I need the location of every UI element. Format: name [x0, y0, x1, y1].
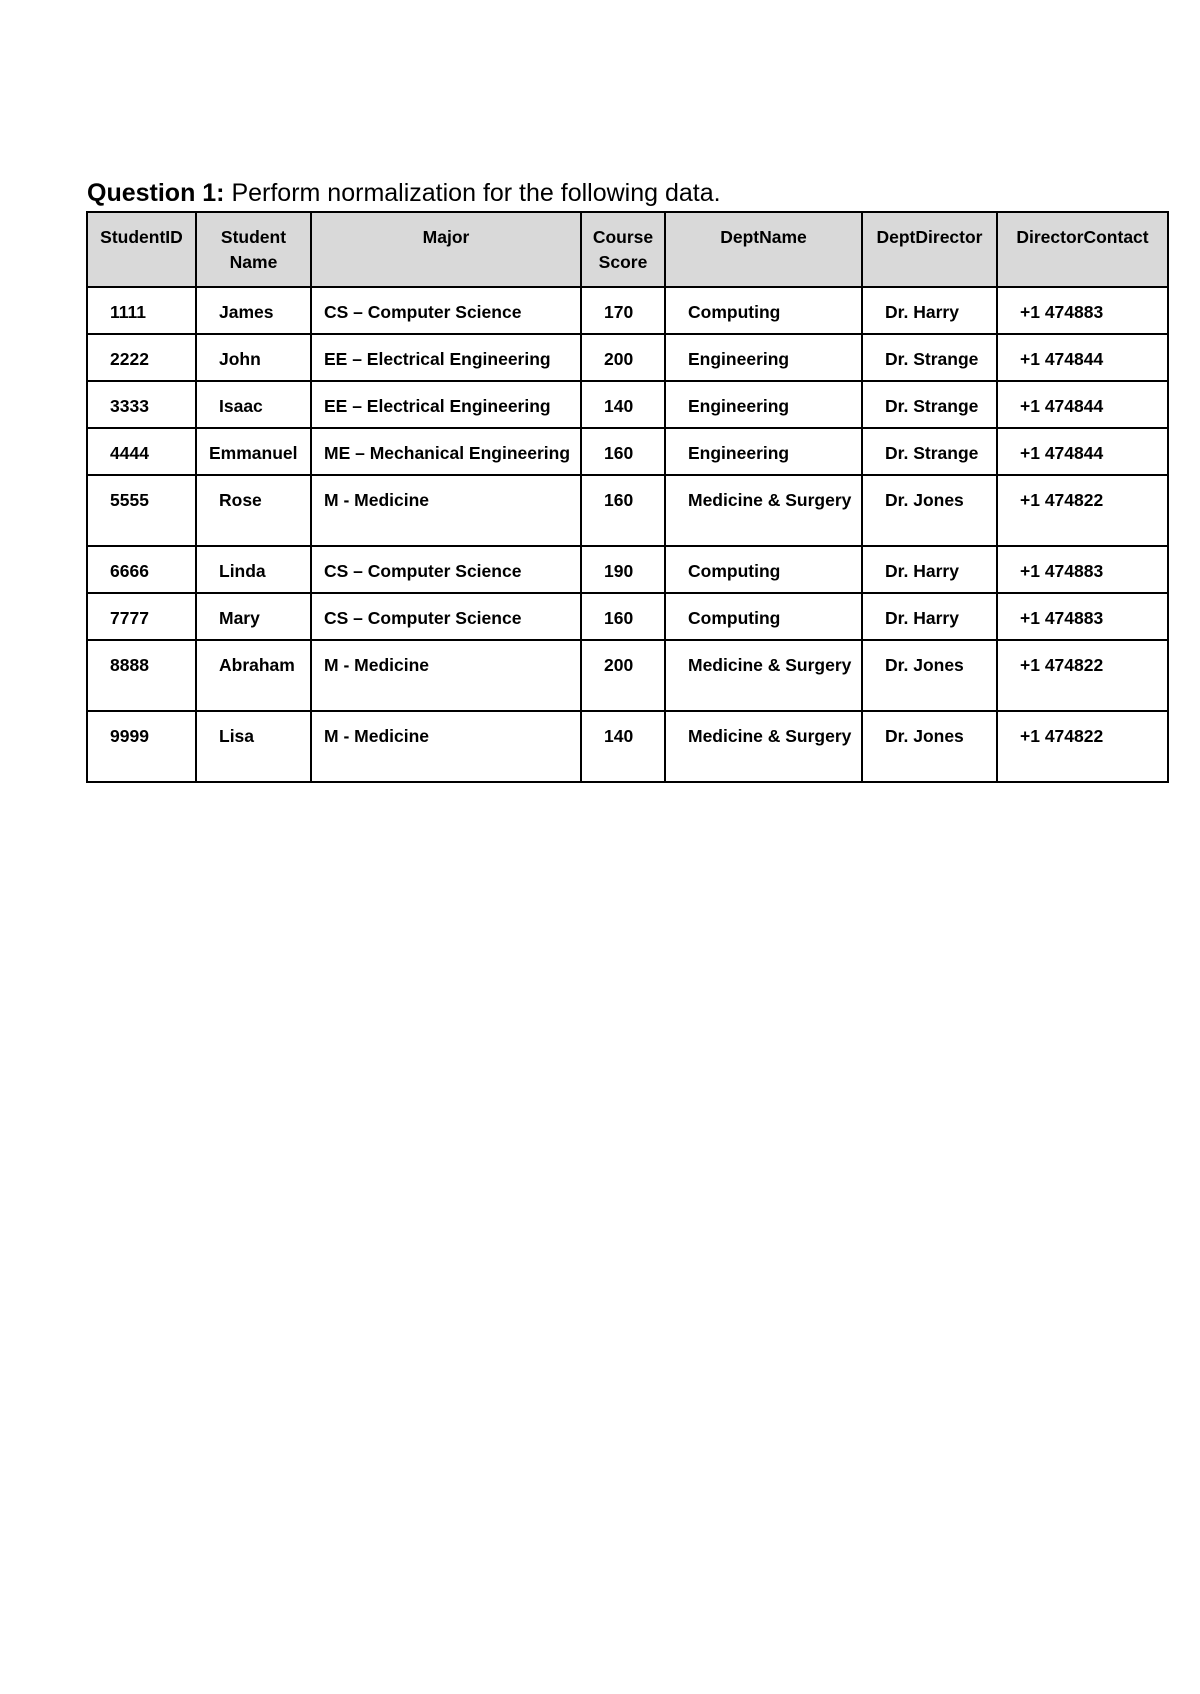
cell-dept-name: Medicine & Surgery	[665, 711, 862, 782]
table-row	[87, 640, 1168, 711]
cell-dept-director: Dr. Harry	[862, 287, 997, 334]
header-major: Major	[311, 212, 581, 287]
cell-dept-director: Dr. Strange	[862, 334, 997, 381]
cell-dept-director: Dr. Jones	[862, 711, 997, 782]
cell-student-id: 6666	[87, 546, 196, 593]
cell-dept-director: Dr. Strange	[862, 428, 997, 475]
table-row	[87, 475, 1168, 546]
cell-dept-name: Computing	[665, 287, 862, 334]
cell-course-score: 190	[581, 546, 665, 593]
cell-dept-director: Dr. Harry	[862, 593, 997, 640]
cell-director-contact: +1 474844	[997, 381, 1168, 428]
cell-dept-name: Computing	[665, 546, 862, 593]
table-row	[87, 381, 1168, 428]
cell-major: CS – Computer Science	[311, 287, 581, 334]
student-data-table	[86, 211, 1169, 783]
header-course-score: Course Score	[581, 212, 665, 287]
cell-dept-name: Medicine & Surgery	[665, 640, 862, 711]
cell-dept-name: Engineering	[665, 334, 862, 381]
cell-major: M - Medicine	[311, 475, 581, 546]
cell-course-score: 160	[581, 475, 665, 546]
cell-dept-name: Engineering	[665, 381, 862, 428]
cell-course-score: 200	[581, 640, 665, 711]
cell-student-id: 9999	[87, 711, 196, 782]
cell-major: CS – Computer Science	[311, 593, 581, 640]
table-row	[87, 546, 1168, 593]
cell-student-id: 7777	[87, 593, 196, 640]
table-row	[87, 428, 1168, 475]
header-dept-director: DeptDirector	[862, 212, 997, 287]
header-dept-name: DeptName	[665, 212, 862, 287]
cell-student-name: Abraham	[196, 640, 311, 711]
header-student-id: StudentID	[87, 212, 196, 287]
cell-course-score: 140	[581, 381, 665, 428]
cell-director-contact: +1 474883	[997, 593, 1168, 640]
cell-student-name: James	[196, 287, 311, 334]
question-text: Perform normalization for the following data.	[224, 179, 721, 207]
cell-major: CS – Computer Science	[311, 546, 581, 593]
cell-student-id: 1111	[87, 287, 196, 334]
cell-director-contact: +1 474883	[997, 287, 1168, 334]
cell-major: M - Medicine	[311, 711, 581, 782]
cell-student-id: 3333	[87, 381, 196, 428]
table-row	[87, 593, 1168, 640]
cell-student-id: 8888	[87, 640, 196, 711]
cell-director-contact: +1 474822	[997, 640, 1168, 711]
cell-major: ME – Mechanical Engineering	[311, 428, 581, 475]
cell-director-contact: +1 474822	[997, 711, 1168, 782]
cell-student-name: John	[196, 334, 311, 381]
header-director-contact: DirectorContact	[997, 212, 1168, 287]
cell-major: EE – Electrical Engineering	[311, 381, 581, 428]
cell-dept-name: Medicine & Surgery	[665, 475, 862, 546]
table-row	[87, 334, 1168, 381]
question-heading	[87, 176, 721, 210]
cell-course-score: 140	[581, 711, 665, 782]
cell-director-contact: +1 474822	[997, 475, 1168, 546]
cell-student-name: Linda	[196, 546, 311, 593]
cell-dept-director: Dr. Strange	[862, 381, 997, 428]
cell-dept-name: Engineering	[665, 428, 862, 475]
cell-student-name: Isaac	[196, 381, 311, 428]
table-row	[87, 711, 1168, 782]
cell-major: EE – Electrical Engineering	[311, 334, 581, 381]
cell-director-contact: +1 474844	[997, 334, 1168, 381]
cell-dept-name: Computing	[665, 593, 862, 640]
cell-student-id: 5555	[87, 475, 196, 546]
cell-director-contact: +1 474844	[997, 428, 1168, 475]
cell-student-id: 4444	[87, 428, 196, 475]
table-row	[87, 287, 1168, 334]
cell-student-id: 2222	[87, 334, 196, 381]
cell-course-score: 200	[581, 334, 665, 381]
cell-dept-director: Dr. Jones	[862, 475, 997, 546]
cell-student-name: Lisa	[196, 711, 311, 782]
cell-dept-director: Dr. Jones	[862, 640, 997, 711]
header-student-name: Student Name	[196, 212, 311, 287]
cell-major: M - Medicine	[311, 640, 581, 711]
cell-student-name: Rose	[196, 475, 311, 546]
cell-student-name: Emmanuel	[196, 428, 311, 475]
header-row	[87, 212, 1168, 287]
cell-course-score: 160	[581, 428, 665, 475]
question-label: Question 1:	[87, 179, 225, 207]
cell-student-name: Mary	[196, 593, 311, 640]
cell-director-contact: +1 474883	[997, 546, 1168, 593]
cell-dept-director: Dr. Harry	[862, 546, 997, 593]
cell-course-score: 170	[581, 287, 665, 334]
cell-course-score: 160	[581, 593, 665, 640]
